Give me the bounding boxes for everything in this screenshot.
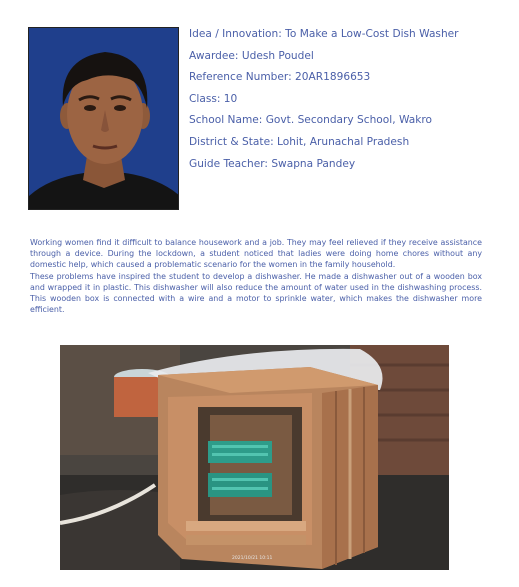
- photo-caption: 2021/10/21 10:11: [232, 556, 273, 561]
- reference-number: Reference Number: 20AR1896653: [189, 71, 371, 84]
- idea-title: Idea / Innovation: To Make a Low-Cost Dish Washer: [189, 28, 459, 40]
- description-paragraph-2: These problems have inspired the student to develop a dishwasher. He made a dishwasher out of a wooden box and wrapped it in plastic. This dishwasher will also reduce the amount of water used in the dishwashing process. This wooden box is connected with a wire and a motor to sprinkle water, which makes the dishwasher more efficient.: [30, 271, 482, 315]
- project-description: [30, 237, 482, 315]
- district-state: District & State: Lohit, Arunachal Pradesh: [189, 135, 410, 148]
- description-paragraph-1: Working women find it difficult to balance housework and a job. They may feel relieved if they receive assistance through a device. During the lockdown, a student noticed that ladies were doing home chores without any domestic help, which caused a problematic scenario for the women in the family household.: [30, 238, 482, 270]
- awardee-portrait: [28, 27, 179, 210]
- awardee-name: Awardee: Udesh Poudel: [189, 49, 314, 62]
- guide-teacher: Guide Teacher: Swapna Pandey: [189, 157, 356, 170]
- school-name: School Name: Govt. Secondary School, Wakro: [189, 114, 432, 127]
- class-label: Class: 10: [189, 92, 238, 105]
- awardee-details: [189, 26, 509, 177]
- dishwasher-photo: [60, 345, 449, 570]
